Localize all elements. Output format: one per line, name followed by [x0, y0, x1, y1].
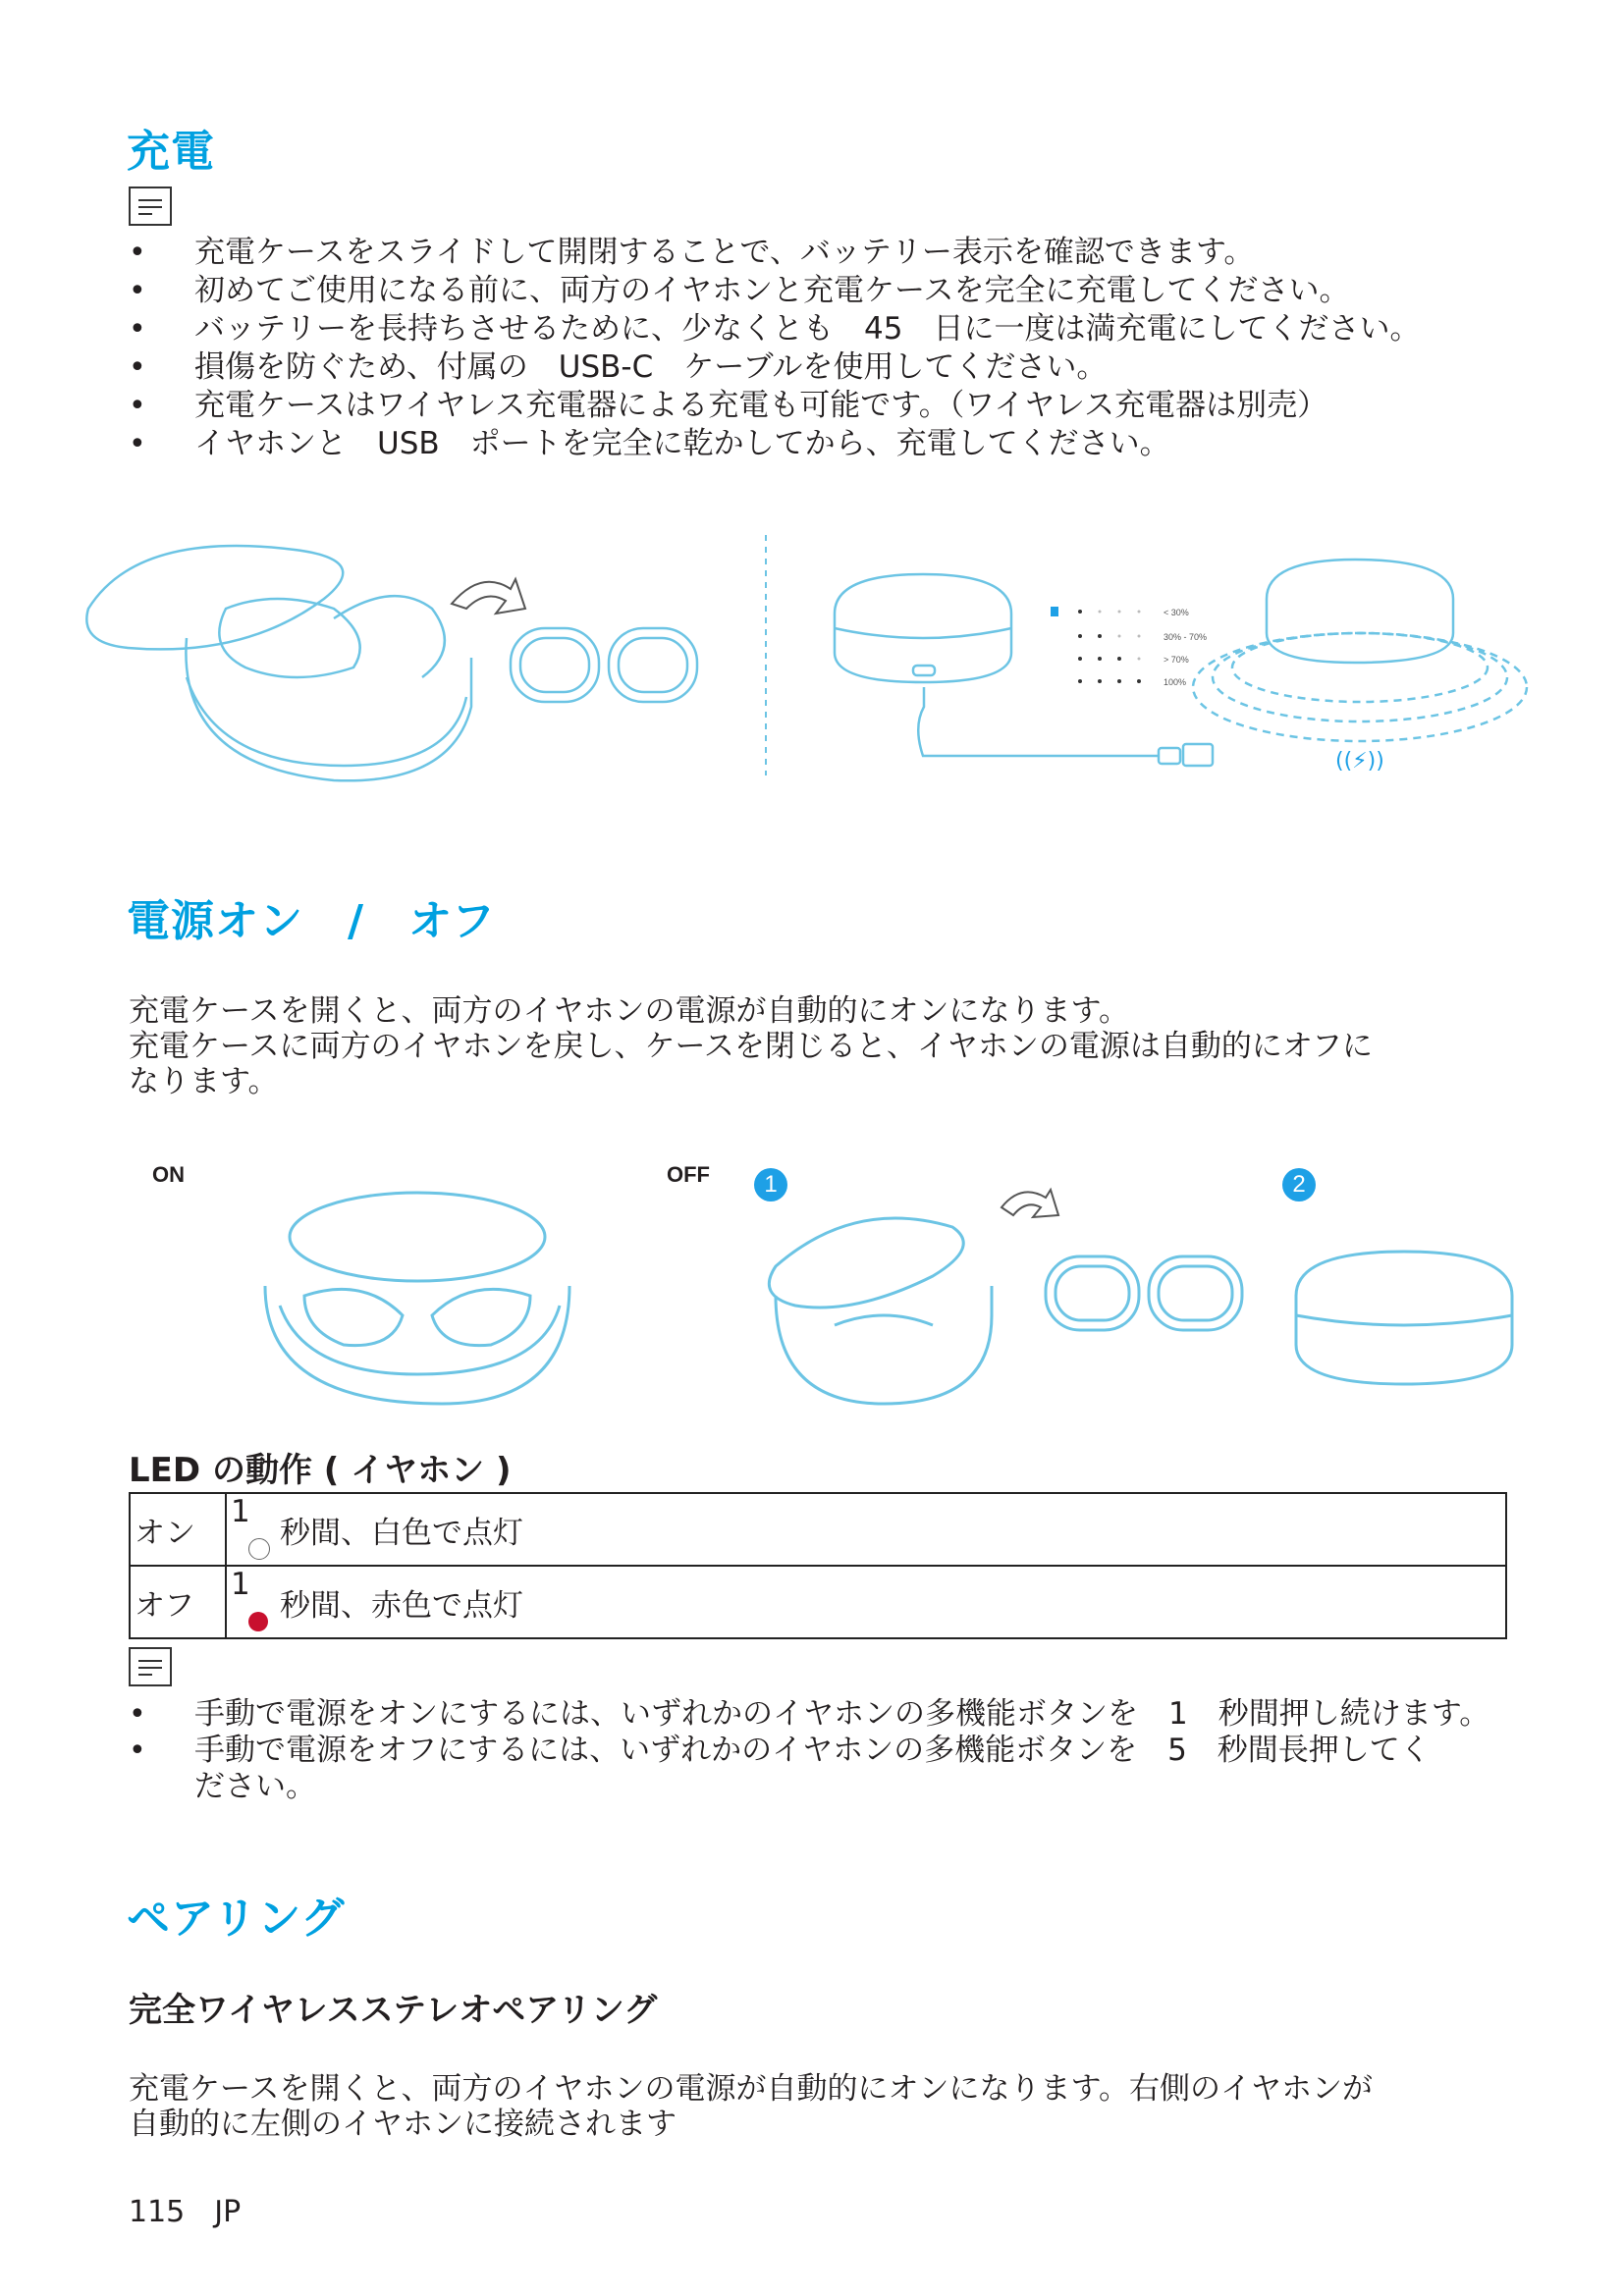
led-heading: LED の動作 ( イヤホン ) — [129, 1451, 512, 1490]
paragraph-line: 充電ケースを開くと、両方のイヤホンの電源が自動的にオンになります。 — [129, 993, 1129, 1029]
usb-cable — [918, 687, 1159, 756]
note-icon — [129, 187, 172, 226]
table-row — [130, 1566, 1506, 1638]
battery-level-legend — [1051, 607, 1207, 687]
power-illustration — [245, 1178, 1542, 1414]
list-item: • 初めてご使用になる前に、両方のイヤホンと充電ケースを完全に充電してください。 — [129, 272, 1562, 310]
power-notes — [129, 1696, 1601, 1805]
off-case-lid — [769, 1218, 963, 1308]
closed-case — [1296, 1252, 1512, 1384]
table-cell-count: 1 — [226, 1493, 276, 1566]
on-case-body — [265, 1286, 569, 1404]
table-cell-state: オン — [130, 1493, 226, 1566]
paragraph-line: なります。 — [129, 1064, 279, 1099]
charging-illustration — [79, 520, 1532, 805]
table-cell-desc: 秒間、赤色で点灯 — [276, 1566, 1506, 1638]
case-on-pad — [1267, 560, 1453, 663]
wireless-charging-icon: ((⚡)) — [1335, 749, 1384, 774]
page-number: 115 JP — [129, 2195, 242, 2229]
led-behavior-table — [129, 1492, 1507, 1639]
paragraph-line: 充電ケースに両方のイヤホンを戻し、ケースを閉じると、イヤホンの電源は自動的にオフに — [129, 1029, 1373, 1064]
table-row — [130, 1493, 1506, 1566]
table-cell-state: オフ — [130, 1566, 226, 1638]
list-item: • イヤホンと USB ポートを完全に乾かしてから、充電してください。 — [129, 425, 1562, 463]
table-cell-desc: 秒間、白色で点灯 — [276, 1493, 1506, 1566]
table-cell-count: 1 — [226, 1566, 276, 1638]
step-2-badge: 2 — [1282, 1168, 1316, 1201]
list-item: • 充電ケースはワイヤレス充電器による充電も可能です。（ワイヤレス充電器は別売） — [129, 387, 1562, 425]
charging-title: 充電 — [127, 127, 215, 177]
list-item: • 充電ケースをスライドして開閉することで、バッテリー表示を確認できます。 — [129, 234, 1562, 272]
power-title: 電源オン / オフ — [127, 896, 496, 946]
list-item: • バッテリーを長持ちさせるために、少なくとも 45 日に一度は満充電にしてください。 — [129, 310, 1562, 348]
battery-level-3: > 70% — [1164, 655, 1189, 665]
case-lid — [86, 546, 343, 649]
paragraph-line: 自動的に左側のイヤホンに接続されます — [129, 2107, 677, 2142]
led-white-dot — [248, 1538, 270, 1560]
note-icon — [129, 1647, 172, 1686]
usb-port-icon — [1183, 744, 1213, 766]
led-red-dot — [248, 1612, 268, 1631]
rotate-arrow-icon — [452, 579, 525, 614]
rotate-arrow-icon — [1001, 1190, 1058, 1217]
on-label: ON — [152, 1162, 185, 1187]
off-label: OFF — [667, 1162, 710, 1187]
battery-level-4: 100% — [1164, 677, 1187, 687]
list-item-continuation: ださい。 — [194, 1769, 316, 1804]
list-item: • 手動で電源をオンにするには、いずれかのイヤホンの多機能ボタンを 1 秒間押し続けます。 — [129, 1696, 1601, 1733]
pairing-subtitle: 完全ワイヤレスステレオペアリング — [129, 1991, 658, 2030]
on-case-lid — [290, 1193, 545, 1281]
list-item: • 手動で電源をオフにするには、いずれかのイヤホンの多機能ボタンを 5 秒間長押してく — [129, 1733, 1601, 1769]
pairing-paragraph — [129, 2071, 1562, 2142]
pairing-title: ペアリング — [127, 1894, 346, 1944]
battery-level-1: < 30% — [1164, 608, 1189, 617]
battery-level-2: 30% - 70% — [1164, 632, 1208, 642]
power-paragraph — [129, 993, 1562, 1099]
case-body — [186, 638, 471, 780]
step-1-badge: 1 — [754, 1168, 787, 1201]
list-item: • 損傷を防ぐため、付属の USB-C ケーブルを使用してください。 — [129, 348, 1562, 387]
paragraph-line: 充電ケースを開くと、両方のイヤホンの電源が自動的にオンになります。右側のイヤホンが — [129, 2071, 1373, 2107]
charging-notes — [129, 234, 1562, 463]
